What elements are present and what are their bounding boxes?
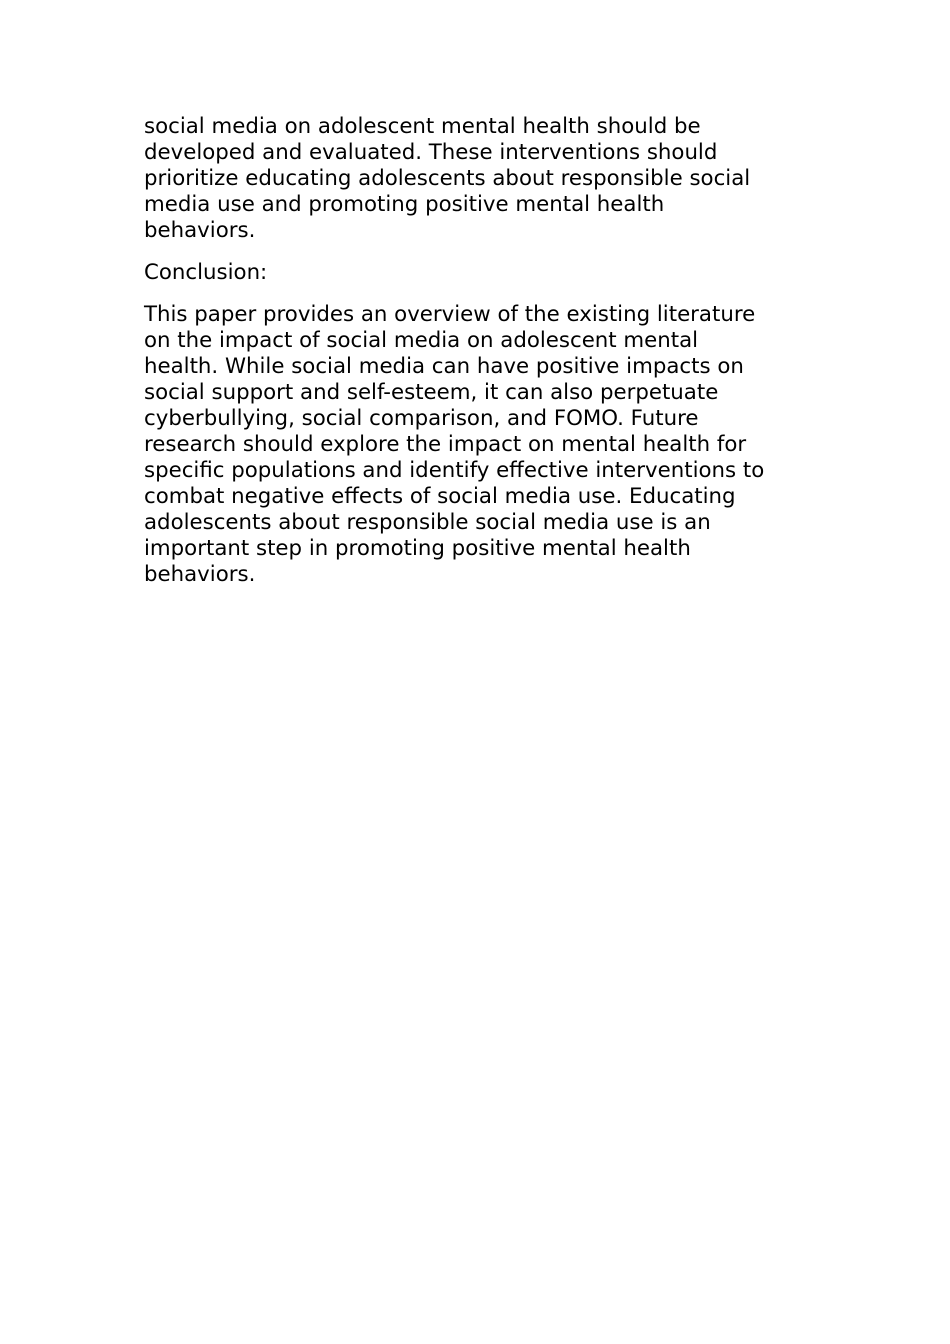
- section-heading-conclusion: [144, 260, 804, 286]
- paragraph-line: behaviors.: [144, 218, 256, 243]
- paragraph-line: prioritize educating adolescents about responsible social: [144, 166, 751, 191]
- paragraph-line: research should explore the impact on mental health for: [144, 432, 747, 457]
- paragraph-line: behaviors.: [144, 562, 256, 587]
- paragraph-line: important step in promoting positive mental health: [144, 536, 691, 561]
- paragraph-line: adolescents about responsible social media use is an: [144, 510, 711, 535]
- paragraph-conclusion: [144, 302, 804, 588]
- heading-text: Conclusion:: [144, 260, 268, 285]
- paragraph-line: on the impact of social media on adolescent mental: [144, 328, 699, 353]
- paragraph-interventions: [144, 114, 804, 244]
- paragraph-line: specific populations and identify effective interventions to: [144, 458, 765, 483]
- paragraph-spacer: [144, 286, 804, 302]
- paragraph-line: combat negative effects of social media use. Educating: [144, 484, 736, 509]
- paragraph-line: health. While social media can have positive impacts on: [144, 354, 744, 379]
- paragraph-line: social support and self-esteem, it can also perpetuate: [144, 380, 719, 405]
- document-body: [144, 114, 804, 588]
- paragraph-line: This paper provides an overview of the existing literature: [144, 302, 756, 327]
- paragraph-line: media use and promoting positive mental health: [144, 192, 665, 217]
- paragraph-line: cyberbullying, social comparison, and FOMO. Future: [144, 406, 699, 431]
- paragraph-line: social media on adolescent mental health should be: [144, 114, 701, 139]
- paragraph-spacer: [144, 244, 804, 260]
- paragraph-line: developed and evaluated. These interventions should: [144, 140, 718, 165]
